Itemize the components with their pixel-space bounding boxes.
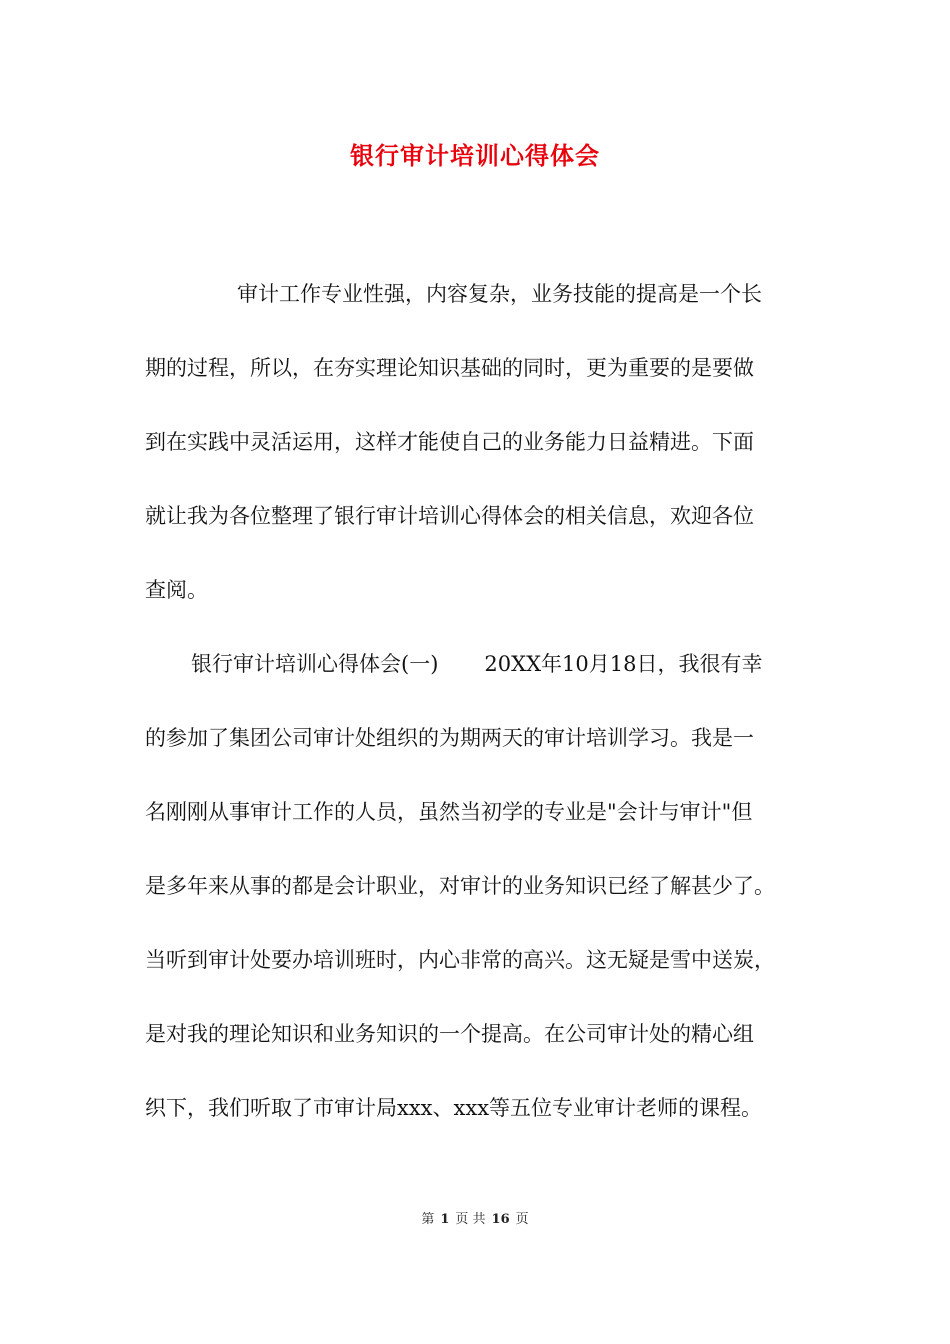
document-title: 银行审计培训心得体会	[350, 141, 600, 170]
paragraph-line: 织下，我们听取了市审计局xxx、xxx等五位专业审计老师的课程。	[145, 1096, 763, 1120]
paragraph-line-start: 20XX年10月18日，我很有幸	[484, 652, 763, 676]
paragraph-line: 审计工作专业性强，内容复杂，业务技能的提高是一个长	[237, 282, 762, 306]
paragraph-first-line	[145, 627, 815, 701]
footer-suffix: 页	[515, 1212, 529, 1227]
paragraph-section-one	[145, 627, 815, 1145]
paragraph-line: 名刚刚从事审计工作的人员，虽然当初学的专业是"会计与审计"但	[145, 800, 753, 824]
section-heading: 银行审计培训心得体会(一)	[191, 652, 439, 676]
page-footer	[0, 1208, 950, 1227]
paragraph-line: 的参加了集团公司审计处组织的为期两天的审计培训学习。我是一	[145, 726, 754, 750]
total-pages: 16	[491, 1212, 510, 1227]
paragraph-intro	[145, 257, 815, 627]
paragraph-line: 是多年来从事的都是会计职业，对审计的业务知识已经了解甚少了。	[145, 874, 775, 898]
paragraph-line: 当听到审计处要办培训班时，内心非常的高兴。这无疑是雪中送炭，	[145, 948, 775, 972]
paragraph-line: 到在实践中灵活运用，这样才能使自己的业务能力日益精进。下面	[145, 430, 754, 454]
page-number: 1	[440, 1212, 450, 1227]
footer-middle: 页 共	[455, 1212, 486, 1227]
paragraph-line: 查阅。	[145, 578, 208, 602]
paragraph-line: 就让我为各位整理了银行审计培训心得体会的相关信息，欢迎各位	[145, 504, 754, 528]
paragraph-line: 是对我的理论知识和业务知识的一个提高。在公司审计处的精心组	[145, 1022, 754, 1046]
paragraph-line: 期的过程，所以，在夯实理论知识基础的同时，更为重要的是要做	[145, 356, 754, 380]
footer-prefix: 第	[421, 1212, 435, 1227]
